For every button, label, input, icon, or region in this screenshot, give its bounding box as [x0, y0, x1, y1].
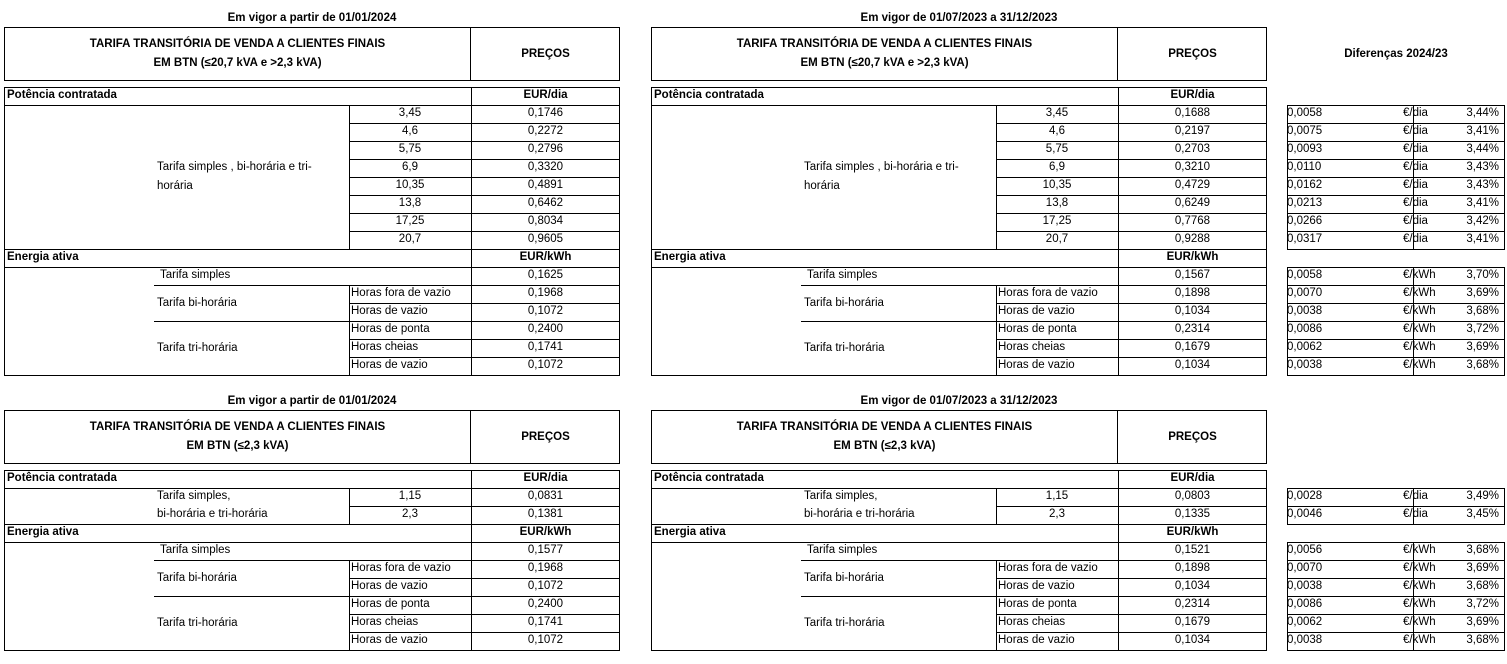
s1-left-period-vazio: Horas de vazio: [351, 359, 428, 371]
s1-diff-percent: 3,68%: [1466, 359, 1499, 371]
s1-diff-percent: 3,68%: [1466, 305, 1499, 317]
s1-left-energy-price: 0,1625: [527, 269, 564, 281]
s2-left-period-fora-vazio: Horas fora de vazio: [351, 562, 451, 574]
s1-left-header-title: [4, 27, 471, 81]
s1-left-power-price: 0,9605: [527, 233, 564, 245]
s2-left-energy-price: 0,1072: [527, 634, 564, 646]
s1-left-energy-label: Energia ativa: [7, 251, 79, 263]
s1-left-header-line1: TARIFA TRANSITÓRIA DE VENDA A CLIENTES FINAIS: [89, 38, 386, 50]
s2-left-section-title: Em vigor a partir de 01/01/2024: [227, 395, 397, 407]
s1-diff-unit: €/dia: [1403, 161, 1428, 173]
s2-right-energy-price: 0,2314: [1174, 598, 1211, 610]
s2-left-tarifa-tri-label: Tarifa tri-horária: [157, 616, 238, 629]
s2-diff-unit: €/dia: [1403, 508, 1428, 520]
s1-left-power-tariff-label: Tarifa simples , bi-horária e tri-horária: [157, 161, 312, 192]
s1-right-power-price: 0,3210: [1174, 161, 1211, 173]
s2-diff-percent: 3,69%: [1466, 616, 1499, 628]
s1-right-precos-header: PREÇOS: [1168, 47, 1217, 60]
s1-left-tarifa-bi-label: Tarifa bi-horária: [157, 296, 237, 309]
s2-right-tarifa-simples-label: Tarifa simples: [807, 544, 878, 556]
s1-left-period-fora-vazio: Horas fora de vazio: [351, 287, 451, 299]
s1-left-period-vazio: Horas de vazio: [351, 305, 428, 317]
s1-right-power-price: 0,7768: [1174, 215, 1211, 227]
s1-diff-unit: €/dia: [1403, 197, 1428, 209]
s1-right-period-ponta: Horas de ponta: [998, 323, 1077, 335]
s2-diff-value: 0,0046: [1287, 508, 1323, 520]
s2-right-power-label: Potência contratada: [654, 472, 764, 484]
s1-right-power-kva: 6,9: [1049, 161, 1065, 173]
s1-right-power-kva: 13,8: [1045, 197, 1069, 209]
s1-right-energy-price: 0,1898: [1174, 287, 1211, 299]
s2-left-energy-price: 0,1072: [527, 580, 564, 592]
s1-diff-percent: 3,44%: [1466, 107, 1499, 119]
s1-right-power-price: 0,2703: [1174, 143, 1211, 155]
s2-diff-unit: €/kWh: [1403, 580, 1436, 592]
s2-left-energy-price: 0,1968: [527, 562, 564, 574]
s1-right-header-title: [651, 27, 1118, 81]
s2-diff-percent: 3,72%: [1466, 598, 1499, 610]
s2-left-energy-period-divider: [349, 560, 350, 650]
s1-left-power-kva: 5,75: [398, 143, 422, 155]
s1-right-tarifa-simples-label: Tarifa simples: [807, 269, 878, 281]
s1-right-period-vazio: Horas de vazio: [998, 359, 1075, 371]
s2-right-energy-price: 0,1521: [1174, 544, 1211, 556]
s2-left-power-price: 0,1381: [527, 508, 564, 520]
s1-right-energy-price: 0,1034: [1174, 359, 1211, 371]
s1-diff-unit: €/kWh: [1403, 341, 1436, 353]
s1-diff-unit: €/dia: [1403, 125, 1428, 137]
s2-right-tarifa-tri-label: Tarifa tri-horária: [804, 616, 885, 629]
s2-diff-unit: €/kWh: [1403, 544, 1436, 556]
s1-diff-unit: €/kWh: [1403, 305, 1436, 317]
s2-right-power-tariff-label: Tarifa simples,: [804, 490, 878, 502]
s2-right-eur-dia-label: EUR/dia: [1170, 472, 1215, 484]
s1-diff-unit: €/dia: [1403, 215, 1428, 227]
s1-diff-unit: €/kWh: [1403, 323, 1436, 335]
s1-right-power-kva: 3,45: [1045, 107, 1069, 119]
s1-left-tarifa-tri-label: Tarifa tri-horária: [157, 341, 238, 354]
s2-right-precos-header: PREÇOS: [1168, 430, 1217, 443]
s2-left-eur-dia-label: EUR/dia: [523, 472, 568, 484]
s2-left-precos-header: PREÇOS: [521, 430, 570, 443]
s1-diff-value: 0,0110: [1287, 161, 1322, 173]
s1-diff-percent: 3,70%: [1466, 269, 1499, 281]
s2-right-energy-price: 0,1034: [1174, 634, 1211, 646]
s2-left-energy-label: Energia ativa: [7, 526, 79, 538]
s2-right-period-vazio: Horas de vazio: [998, 634, 1075, 646]
s1-left-power-kva: 6,9: [402, 161, 418, 173]
s1-left-tarifa-simples-label: Tarifa simples: [160, 269, 231, 281]
s1-diff-unit: €/kWh: [1403, 359, 1436, 371]
s1-left-energy-price: 0,1968: [527, 287, 564, 299]
s1-diff-value: 0,0070: [1287, 287, 1323, 299]
s1-diff-unit: €/dia: [1403, 107, 1428, 119]
s1-left-power-kva: 13,8: [398, 197, 422, 209]
s1-diff-value: 0,0086: [1287, 323, 1323, 335]
s1-diff-unit: €/kWh: [1403, 287, 1436, 299]
s1-right-power-price: 0,2197: [1174, 125, 1211, 137]
s1-right-energy-period-divider: [996, 285, 997, 375]
s1-diff-percent: 3,43%: [1466, 161, 1499, 173]
s2-right-power-kva: 1,15: [1045, 490, 1069, 502]
s2-left-eur-kwh-label: EUR/kWh: [519, 526, 572, 538]
s1-right-period-vazio: Horas de vazio: [998, 305, 1075, 317]
s2-left-header-line1: TARIFA TRANSITÓRIA DE VENDA A CLIENTES FINAIS: [89, 421, 386, 433]
s1-left-power-kva: 20,7: [398, 233, 422, 245]
s2-diff-value: 0,0038: [1287, 580, 1323, 592]
s1-right-period-cheias: Horas cheias: [998, 341, 1066, 353]
s1-right-power-kva: 20,7: [1045, 233, 1069, 245]
s2-right-header-line1: TARIFA TRANSITÓRIA DE VENDA A CLIENTES FINAIS: [736, 421, 1033, 433]
s2-right-energy-period-divider: [996, 560, 997, 650]
s2-right-energy-price: 0,1898: [1174, 562, 1211, 574]
s1-left-power-price: 0,4891: [527, 179, 564, 191]
s1-left-power-price: 0,2272: [527, 125, 564, 137]
s1-diff-value: 0,0058: [1287, 269, 1323, 281]
s1-right-power-price: 0,1688: [1174, 107, 1211, 119]
s1-left-energy-price: 0,1072: [527, 305, 564, 317]
s2-left-power-price: 0,0831: [527, 490, 564, 502]
s2-right-tarifa-bi-label: Tarifa bi-horária: [804, 571, 884, 584]
s2-right-power-kva: 2,3: [1049, 508, 1065, 520]
s2-diff-percent: 3,49%: [1466, 490, 1499, 502]
s1-left-energy-price: 0,2400: [527, 323, 564, 335]
s1-diff-percent: 3,69%: [1466, 341, 1499, 353]
s1-diff-unit: €/dia: [1403, 143, 1428, 155]
s2-right-eur-kwh-label: EUR/kWh: [1166, 526, 1219, 538]
s2-diff-value: 0,0070: [1287, 562, 1323, 574]
s1-left-eur-dia-label: EUR/dia: [523, 89, 568, 101]
s1-right-tarifa-bi-label: Tarifa bi-horária: [804, 296, 884, 309]
s2-left-power-label: Potência contratada: [7, 472, 117, 484]
s1-diff-value: 0,0058: [1287, 107, 1323, 119]
s1-left-energy-period-divider: [349, 285, 350, 375]
s2-left-energy-price: 0,1577: [527, 544, 564, 556]
s2-left-energy-price: 0,2400: [527, 598, 564, 610]
s1-right-energy-price: 0,1567: [1174, 269, 1211, 281]
s2-diff-value: 0,0056: [1287, 544, 1323, 556]
s2-left-header-line2: EM BTN (≤2,3 kVA): [186, 440, 289, 452]
differences-title: Diferenças 2024/23: [1344, 47, 1448, 60]
s2-right-energy-price: 0,1034: [1174, 580, 1211, 592]
s2-left-period-ponta: Horas de ponta: [351, 598, 430, 610]
s2-diff-unit: €/kWh: [1403, 634, 1436, 646]
s1-right-power-price: 0,6249: [1174, 197, 1211, 209]
s1-left-energy-price: 0,1741: [527, 341, 564, 353]
s1-left-power-price: 0,6462: [527, 197, 564, 209]
s2-diff-value: 0,0038: [1287, 634, 1323, 646]
s2-left-tarifa-bi-label: Tarifa bi-horária: [157, 571, 237, 584]
s1-right-energy-price: 0,1679: [1174, 341, 1211, 353]
s2-diff-percent: 3,68%: [1466, 580, 1499, 592]
s1-left-power-kva: 3,45: [398, 107, 422, 119]
s2-diff-unit: €/dia: [1403, 490, 1428, 502]
s2-left-power-kva: 2,3: [402, 508, 418, 520]
s1-right-eur-dia-label: EUR/dia: [1170, 89, 1215, 101]
s1-left-section-title: Em vigor a partir de 01/01/2024: [227, 12, 397, 24]
s2-left-power-tariff-label-2: bi-horária e tri-horária: [157, 508, 268, 520]
s1-diff-percent: 3,41%: [1466, 125, 1499, 137]
s2-right-power-tariff-label-2: bi-horária e tri-horária: [804, 508, 915, 520]
s1-left-power-kva: 4,6: [402, 125, 418, 137]
s2-right-power-price: 0,0803: [1174, 490, 1211, 502]
s1-right-energy-label: Energia ativa: [654, 251, 726, 263]
s2-left-period-vazio: Horas de vazio: [351, 634, 428, 646]
s1-left-power-price: 0,8034: [527, 215, 564, 227]
s1-left-power-kva: 10,35: [395, 179, 425, 191]
s1-diff-unit: €/dia: [1403, 179, 1428, 191]
s2-right-period-fora-vazio: Horas fora de vazio: [998, 562, 1098, 574]
s1-right-eur-kwh-label: EUR/kWh: [1166, 251, 1219, 263]
s2-left-power-kva: 1,15: [398, 490, 422, 502]
s2-diff-unit: €/kWh: [1403, 616, 1436, 628]
s2-right-section-title: Em vigor de 01/07/2023 a 31/12/2023: [860, 395, 1058, 407]
s1-left-power-price: 0,2796: [527, 143, 564, 155]
s1-diff-value: 0,0162: [1287, 179, 1323, 191]
s1-diff-percent: 3,41%: [1466, 197, 1499, 209]
s2-right-header-line2: EM BTN (≤2,3 kVA): [833, 440, 936, 452]
s2-left-header-title: [4, 410, 471, 464]
s2-right-energy-label: Energia ativa: [654, 526, 726, 538]
s1-diff-percent: 3,69%: [1466, 287, 1499, 299]
s2-diff-value: 0,0062: [1287, 616, 1323, 628]
s2-left-tarifa-simples-label: Tarifa simples: [160, 544, 231, 556]
s1-diff-percent: 3,43%: [1466, 179, 1499, 191]
s1-right-header-line1: TARIFA TRANSITÓRIA DE VENDA A CLIENTES FINAIS: [736, 38, 1033, 50]
s2-diff-percent: 3,45%: [1466, 508, 1499, 520]
s1-right-power-kva: 4,6: [1049, 125, 1065, 137]
s2-right-period-vazio: Horas de vazio: [998, 580, 1075, 592]
s2-diff-value: 0,0086: [1287, 598, 1323, 610]
s2-right-power-price: 0,1335: [1174, 508, 1211, 520]
s1-left-energy-price: 0,1072: [527, 359, 564, 371]
s2-left-period-vazio: Horas de vazio: [351, 580, 428, 592]
s2-diff-unit: €/kWh: [1403, 598, 1436, 610]
s1-left-period-ponta: Horas de ponta: [351, 323, 430, 335]
s1-diff-value: 0,0213: [1287, 197, 1323, 209]
s2-right-period-cheias: Horas cheias: [998, 616, 1066, 628]
s1-left-power-kva: 17,25: [395, 215, 425, 227]
s1-diff-value: 0,0062: [1287, 341, 1323, 353]
s1-right-power-kva: 10,35: [1042, 179, 1072, 191]
s1-left-power-price: 0,3320: [527, 161, 564, 173]
s1-diff-value: 0,0038: [1287, 359, 1323, 371]
s2-diff-percent: 3,68%: [1466, 544, 1499, 556]
s2-diff-percent: 3,68%: [1466, 634, 1499, 646]
s1-left-period-cheias: Horas cheias: [351, 341, 419, 353]
s1-right-power-kva: 5,75: [1045, 143, 1069, 155]
s1-diff-percent: 3,44%: [1466, 143, 1499, 155]
s1-right-power-kva: 17,25: [1042, 215, 1072, 227]
s1-right-power-tariff-label: Tarifa simples , bi-horária e tri-horária: [804, 161, 959, 192]
s1-left-eur-kwh-label: EUR/kWh: [519, 251, 572, 263]
s2-left-energy-price: 0,1741: [527, 616, 564, 628]
s1-left-power-price: 0,1746: [527, 107, 564, 119]
s1-left-header-line2: EM BTN (≤20,7 kVA e >2,3 kVA): [153, 57, 322, 69]
s1-diff-unit: €/kWh: [1403, 269, 1436, 281]
s1-diff-value: 0,0266: [1287, 215, 1323, 227]
s2-right-header-title: [651, 410, 1118, 464]
s1-left-precos-header: PREÇOS: [521, 47, 570, 60]
s1-right-energy-price: 0,1034: [1174, 305, 1211, 317]
s1-diff-value: 0,0038: [1287, 305, 1323, 317]
s1-diff-unit: €/dia: [1403, 233, 1428, 245]
s1-diff-percent: 3,41%: [1466, 233, 1499, 245]
s1-diff-value: 0,0093: [1287, 143, 1323, 155]
s2-diff-percent: 3,69%: [1466, 562, 1499, 574]
s1-diff-value: 0,0075: [1287, 125, 1323, 137]
s1-left-power-label: Potência contratada: [7, 89, 117, 101]
s1-right-header-line2: EM BTN (≤20,7 kVA e >2,3 kVA): [800, 57, 969, 69]
s2-left-power-tariff-label: Tarifa simples,: [157, 490, 231, 502]
s1-diff-percent: 3,42%: [1466, 215, 1499, 227]
s2-right-period-ponta: Horas de ponta: [998, 598, 1077, 610]
s1-diff-percent: 3,72%: [1466, 323, 1499, 335]
s2-diff-value: 0,0028: [1287, 490, 1323, 502]
s1-right-period-fora-vazio: Horas fora de vazio: [998, 287, 1098, 299]
s2-left-period-cheias: Horas cheias: [351, 616, 419, 628]
s1-right-power-label: Potência contratada: [654, 89, 764, 101]
s1-right-section-title: Em vigor de 01/07/2023 a 31/12/2023: [860, 12, 1058, 24]
s1-right-tarifa-tri-label: Tarifa tri-horária: [804, 341, 885, 354]
s2-diff-unit: €/kWh: [1403, 562, 1436, 574]
s1-right-energy-price: 0,2314: [1174, 323, 1211, 335]
s1-right-power-price: 0,4729: [1174, 179, 1211, 191]
s2-right-energy-price: 0,1679: [1174, 616, 1211, 628]
s1-right-power-price: 0,9288: [1174, 233, 1211, 245]
s1-diff-value: 0,0317: [1287, 233, 1323, 245]
